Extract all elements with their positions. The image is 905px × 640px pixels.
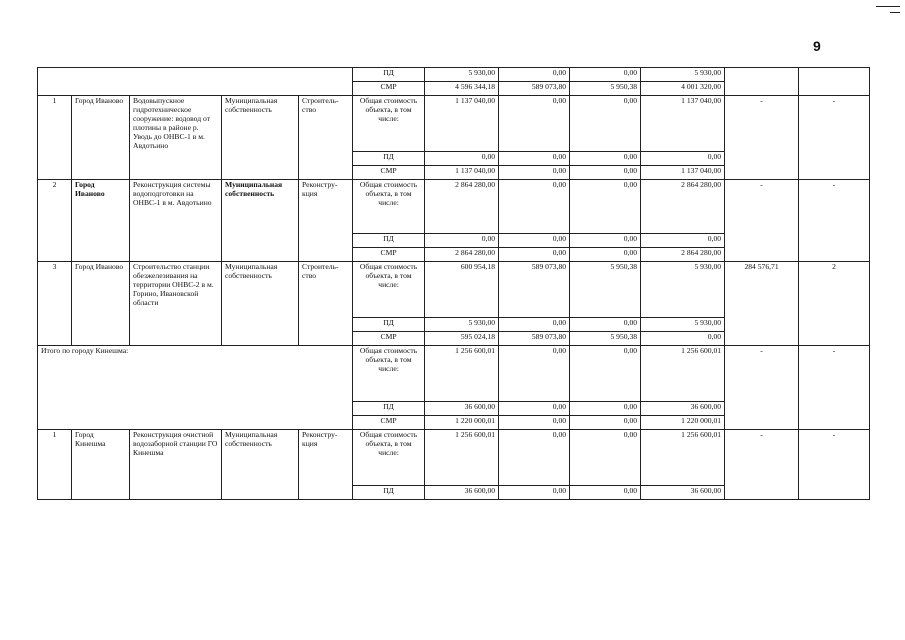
cost-total: 0,00 xyxy=(425,234,499,248)
object-ownership: Муниципальная собственность xyxy=(222,180,299,262)
extra-cell xyxy=(725,68,799,96)
extra-cell xyxy=(799,68,870,96)
cost-federal: 589 073,80 xyxy=(499,262,570,318)
cost-regional: 0,00 xyxy=(570,234,641,248)
cost-regional: 0,00 xyxy=(570,318,641,332)
object-place: Город Иваново xyxy=(72,262,130,346)
row-type: ПД xyxy=(353,402,425,416)
table-row xyxy=(38,346,870,402)
extra-value: - xyxy=(725,96,799,180)
cost-regional: 0,00 xyxy=(570,180,641,234)
cost-federal: 0,00 xyxy=(499,68,570,82)
continuation-cell xyxy=(38,68,353,96)
city-total-label: Итого по городу Кинешма: xyxy=(38,346,353,430)
cost-federal: 0,00 xyxy=(499,152,570,166)
cost-regional: 0,00 xyxy=(570,166,641,180)
cost-local: 0,00 xyxy=(641,234,725,248)
total-label: Общая стоимость объекта, в том числе: xyxy=(353,180,425,234)
object-name: Реконструкция очистной водозаборной станции ГО Кинешма xyxy=(130,430,222,500)
extra-value: - xyxy=(799,96,870,180)
cost-local: 0,00 xyxy=(641,332,725,346)
cost-federal: 589 073,80 xyxy=(499,332,570,346)
cost-federal: 0,00 xyxy=(499,96,570,152)
cost-regional: 0,00 xyxy=(570,152,641,166)
cost-federal: 0,00 xyxy=(499,486,570,500)
cost-total: 600 954,18 xyxy=(425,262,499,318)
total-label: Общая стоимость объекта, в том числе: xyxy=(353,262,425,318)
cost-regional: 0,00 xyxy=(570,96,641,152)
table-row xyxy=(38,430,870,486)
cost-total: 1 256 600,01 xyxy=(425,430,499,486)
cost-table xyxy=(37,67,870,500)
cost-federal: 589 073,80 xyxy=(499,82,570,96)
object-number: 1 xyxy=(38,96,72,180)
cost-total: 5 930,00 xyxy=(425,68,499,82)
cost-regional: 5 950,38 xyxy=(570,262,641,318)
cost-local: 1 137 040,00 xyxy=(641,166,725,180)
object-number: 3 xyxy=(38,262,72,346)
extra-value: 2 xyxy=(799,262,870,346)
cost-federal: 0,00 xyxy=(499,166,570,180)
total-label: Общая стоимость объекта, в том числе: xyxy=(353,430,425,486)
table-row xyxy=(38,68,870,82)
object-number: 2 xyxy=(38,180,72,262)
cost-local: 1 220 000,01 xyxy=(641,416,725,430)
cost-total: 1 137 040,00 xyxy=(425,166,499,180)
cost-total: 595 024,18 xyxy=(425,332,499,346)
object-ownership: Муниципальная собственность xyxy=(222,262,299,346)
row-type: СМР xyxy=(353,416,425,430)
cost-regional: 0,00 xyxy=(570,486,641,500)
extra-value: - xyxy=(725,430,799,500)
cost-regional: 0,00 xyxy=(570,68,641,82)
cost-local: 5 930,00 xyxy=(641,68,725,82)
cost-total: 1 220 000,01 xyxy=(425,416,499,430)
cost-regional: 0,00 xyxy=(570,430,641,486)
cost-federal: 0,00 xyxy=(499,248,570,262)
cost-local: 2 864 280,00 xyxy=(641,180,725,234)
row-type: СМР xyxy=(353,166,425,180)
cost-regional: 5 950,38 xyxy=(570,82,641,96)
extra-value: - xyxy=(799,430,870,500)
row-type: СМР xyxy=(353,248,425,262)
cost-total: 2 864 280,00 xyxy=(425,248,499,262)
cost-local: 1 137 040,00 xyxy=(641,96,725,152)
cost-federal: 0,00 xyxy=(499,416,570,430)
cost-local: 1 256 600,01 xyxy=(641,346,725,402)
cost-total: 1 137 040,00 xyxy=(425,96,499,152)
cost-total: 2 864 280,00 xyxy=(425,180,499,234)
cost-federal: 0,00 xyxy=(499,402,570,416)
cost-local: 0,00 xyxy=(641,152,725,166)
cost-regional: 5 950,38 xyxy=(570,332,641,346)
object-place: Город Кинешма xyxy=(72,430,130,500)
total-label: Общая стоимость объекта, в том числе: xyxy=(353,96,425,152)
cost-total: 0,00 xyxy=(425,152,499,166)
table-row xyxy=(38,262,870,318)
object-number: 1 xyxy=(38,430,72,500)
scan-mark xyxy=(890,12,900,13)
cost-regional: 0,00 xyxy=(570,248,641,262)
object-ownership: Муниципальная собственность xyxy=(222,430,299,500)
extra-value: - xyxy=(799,346,870,430)
cost-total: 5 930,00 xyxy=(425,318,499,332)
total-label: Общая стоимость объекта, в том числе: xyxy=(353,346,425,402)
cost-local: 5 930,00 xyxy=(641,318,725,332)
object-place: Город Иваново xyxy=(72,180,130,262)
table-row xyxy=(38,180,870,234)
extra-value: 284 576,71 xyxy=(725,262,799,346)
cost-local: 4 001 320,00 xyxy=(641,82,725,96)
cost-regional: 0,00 xyxy=(570,416,641,430)
row-type: СМР xyxy=(353,82,425,96)
cost-total: 4 596 344,18 xyxy=(425,82,499,96)
row-type: ПД xyxy=(353,152,425,166)
cost-regional: 0,00 xyxy=(570,346,641,402)
object-ownership: Муниципальная собственность xyxy=(222,96,299,180)
object-work-type: Строитель-ство xyxy=(299,262,353,346)
cost-federal: 0,00 xyxy=(499,180,570,234)
table-row xyxy=(38,96,870,152)
extra-value: - xyxy=(799,180,870,262)
cost-local: 36 600,00 xyxy=(641,402,725,416)
cost-regional: 0,00 xyxy=(570,402,641,416)
extra-value: - xyxy=(725,180,799,262)
row-type: ПД xyxy=(353,486,425,500)
extra-value: - xyxy=(725,346,799,430)
cost-total: 36 600,00 xyxy=(425,486,499,500)
cost-local: 36 600,00 xyxy=(641,486,725,500)
cost-federal: 0,00 xyxy=(499,346,570,402)
cost-local: 1 256 600,01 xyxy=(641,430,725,486)
object-name: Строительство станции обезжелезивания на территории ОНВС-2 в м. Горино, Ивановской области xyxy=(130,262,222,346)
row-type: ПД xyxy=(353,318,425,332)
object-work-type: Реконстру-кция xyxy=(299,430,353,500)
object-name: Реконструкция системы водоподготовки на ОНВС-1 в м. Авдотьино xyxy=(130,180,222,262)
object-work-type: Реконстру-кция xyxy=(299,180,353,262)
cost-total: 36 600,00 xyxy=(425,402,499,416)
cost-local: 5 930,00 xyxy=(641,262,725,318)
cost-total: 1 256 600,01 xyxy=(425,346,499,402)
page-number: 9 xyxy=(813,38,821,54)
row-type: СМР xyxy=(353,332,425,346)
row-type: ПД xyxy=(353,234,425,248)
cost-federal: 0,00 xyxy=(499,318,570,332)
scan-mark xyxy=(876,6,900,7)
object-place: Город Иваново xyxy=(72,96,130,180)
cost-federal: 0,00 xyxy=(499,430,570,486)
row-type: ПД xyxy=(353,68,425,82)
cost-local: 2 864 280,00 xyxy=(641,248,725,262)
object-name: Водовыпускное гидротехническое сооружение: водовод от плотины в районе р. Уводь до ОНВС-1 в м. Авдотьино xyxy=(130,96,222,180)
object-work-type: Строитель-ство xyxy=(299,96,353,180)
cost-federal: 0,00 xyxy=(499,234,570,248)
